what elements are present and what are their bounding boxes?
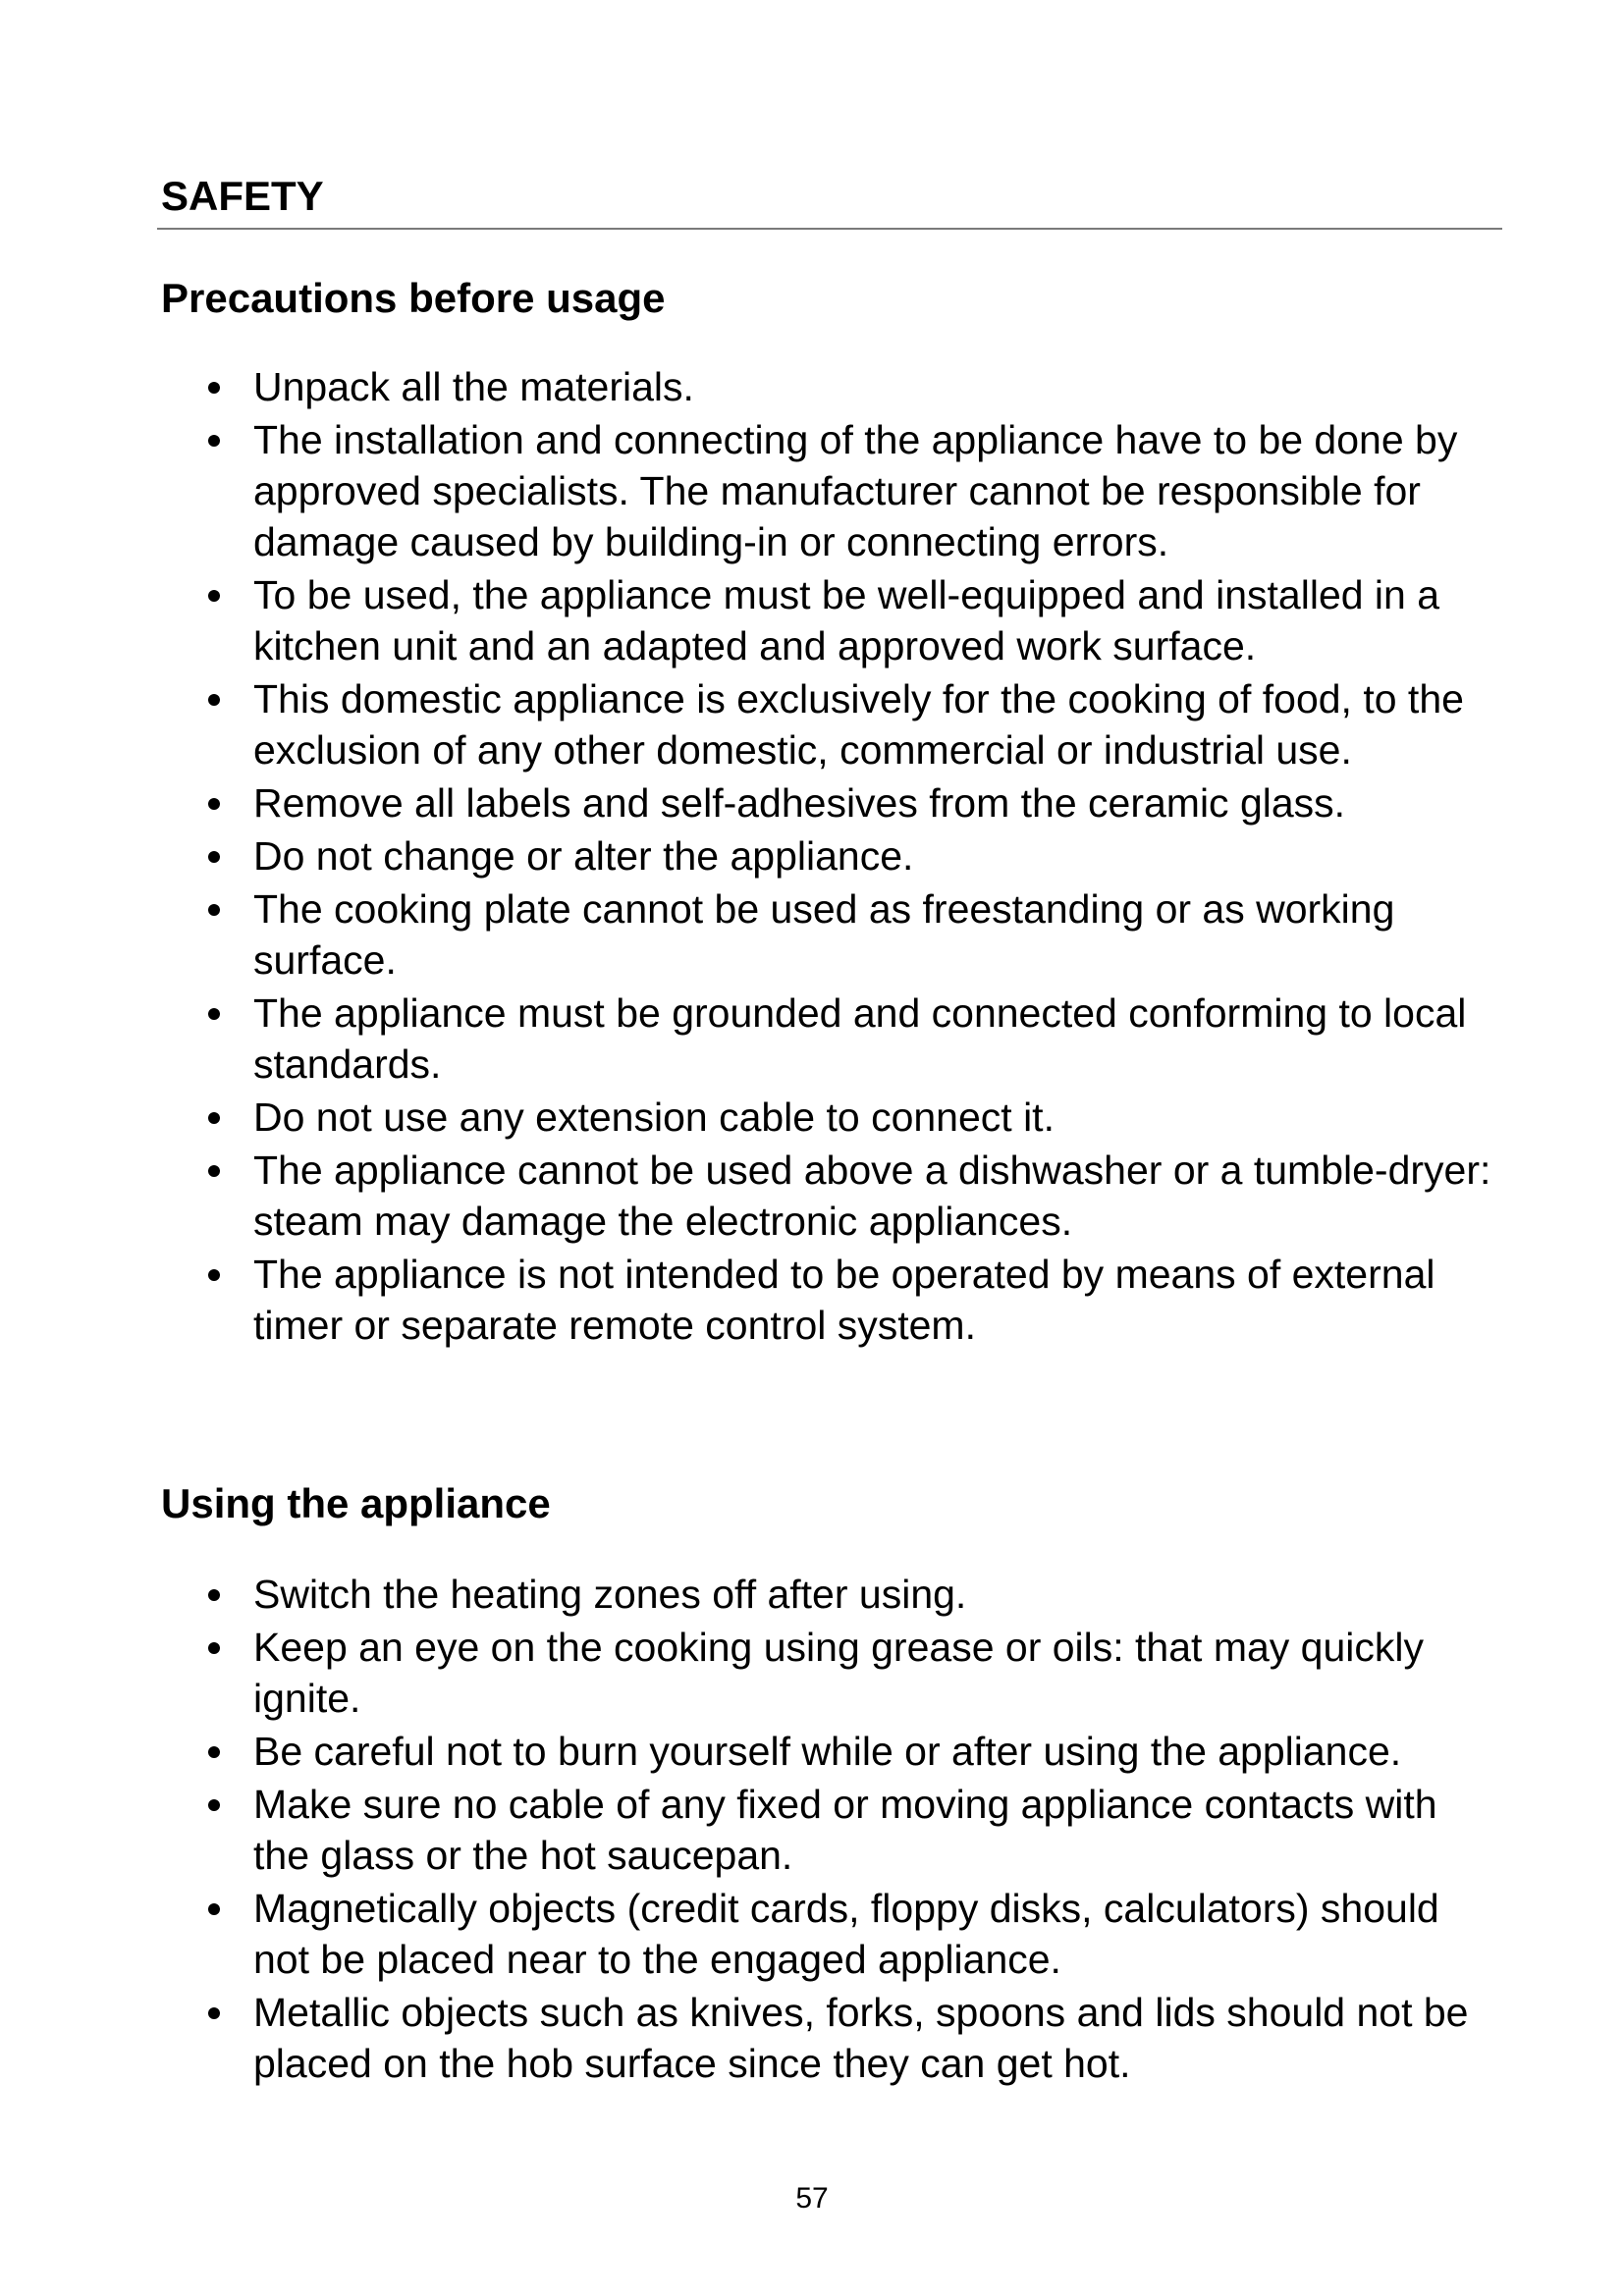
section-heading-using: Using the appliance <box>161 1480 551 1526</box>
list-item: The appliance must be grounded and connected conforming to local standards. <box>253 988 1500 1090</box>
page-title: SAFETY <box>161 173 324 219</box>
list-item: Keep an eye on the cooking using grease or oils: that may quickly ignite. <box>253 1622 1500 1724</box>
list-item: The installation and connecting of the appliance have to be done by approved specialists. The manufacturer cannot be responsible for damage caused by building-in or connecting errors. <box>253 414 1500 567</box>
list-item: Unpack all the materials. <box>253 361 1500 412</box>
list-item: Remove all labels and self-adhesives from the ceramic glass. <box>253 777 1500 828</box>
list-item: The appliance cannot be used above a dishwasher or a tumble-dryer: steam may damage the electronic appliances. <box>253 1145 1500 1247</box>
using-list <box>253 1569 1500 2091</box>
list-item: Be careful not to burn yourself while or after using the appliance. <box>253 1726 1500 1777</box>
list-item: Do not change or alter the appliance. <box>253 830 1500 881</box>
list-item: The appliance is not intended to be operated by means of external timer or separate remote control system. <box>253 1249 1500 1351</box>
list-item: Metallic objects such as knives, forks, spoons and lids should not be placed on the hob surface since they can get hot. <box>253 1987 1500 2089</box>
list-item: To be used, the appliance must be well-equipped and installed in a kitchen unit and an adapted and approved work surface. <box>253 569 1500 671</box>
list-item: Switch the heating zones off after using. <box>253 1569 1500 1620</box>
precautions-list <box>253 361 1500 1353</box>
list-item: Make sure no cable of any fixed or moving appliance contacts with the glass or the hot saucepan. <box>253 1779 1500 1881</box>
list-item: Magnetically objects (credit cards, floppy disks, calculators) should not be placed near to the engaged appliance. <box>253 1883 1500 1985</box>
page-number: 57 <box>795 2182 829 2215</box>
list-item: The cooking plate cannot be used as freestanding or as working surface. <box>253 883 1500 986</box>
list-item: Do not use any extension cable to connect it. <box>253 1092 1500 1143</box>
title-divider <box>157 228 1502 230</box>
list-item: This domestic appliance is exclusively for the cooking of food, to the exclusion of any other domestic, commercial or industrial use. <box>253 673 1500 775</box>
section-heading-precautions: Precautions before usage <box>161 275 666 321</box>
